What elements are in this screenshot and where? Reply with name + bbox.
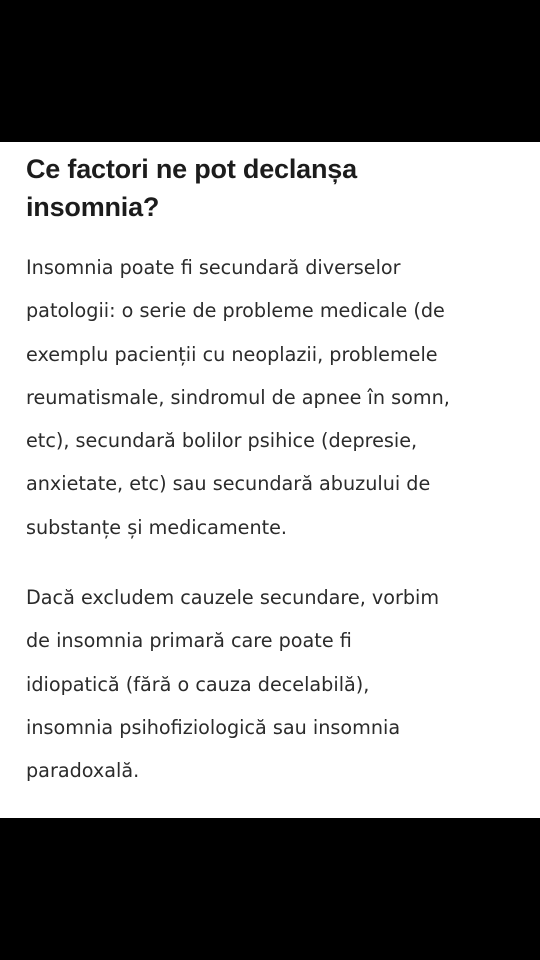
paragraph-line: anxietate, etc) sau secundară abuzului de <box>26 472 431 496</box>
paragraph-line: de insomnia primară care poate fi <box>26 629 352 653</box>
article-heading <box>26 150 518 226</box>
paragraph-line: Dacă excludem cauzele secundare, vorbim <box>26 586 440 610</box>
top-black-bar <box>0 0 540 142</box>
bottom-black-bar <box>0 818 540 960</box>
paragraph-line: exemplu pacienții cu neoplazii, problemele <box>26 342 438 366</box>
paragraph-primary-insomnia <box>26 576 518 792</box>
heading-line: Ce factori ne pot declanșa <box>26 154 357 184</box>
paragraph-causes <box>26 246 518 549</box>
paragraph-line: etc), secundară bolilor psihice (depresie, <box>26 429 418 453</box>
paragraph-line: substanțe și medicamente. <box>26 515 288 539</box>
paragraph-line: reumatismale, sindromul de apnee în somn, <box>26 385 450 409</box>
paragraph-line: paradoxală. <box>26 759 140 783</box>
paragraph-line: idiopatică (fără o cauza decelabilă), <box>26 672 370 696</box>
paragraph-line: Insomnia poate fi secundară diverselor <box>26 256 401 279</box>
article-card <box>0 142 540 818</box>
paragraph-line: patologii: o serie de probleme medicale (de <box>26 299 445 323</box>
paragraph-line: insomnia psihofiziologică sau insomnia <box>26 715 401 739</box>
heading-line: insomnia? <box>26 192 160 222</box>
